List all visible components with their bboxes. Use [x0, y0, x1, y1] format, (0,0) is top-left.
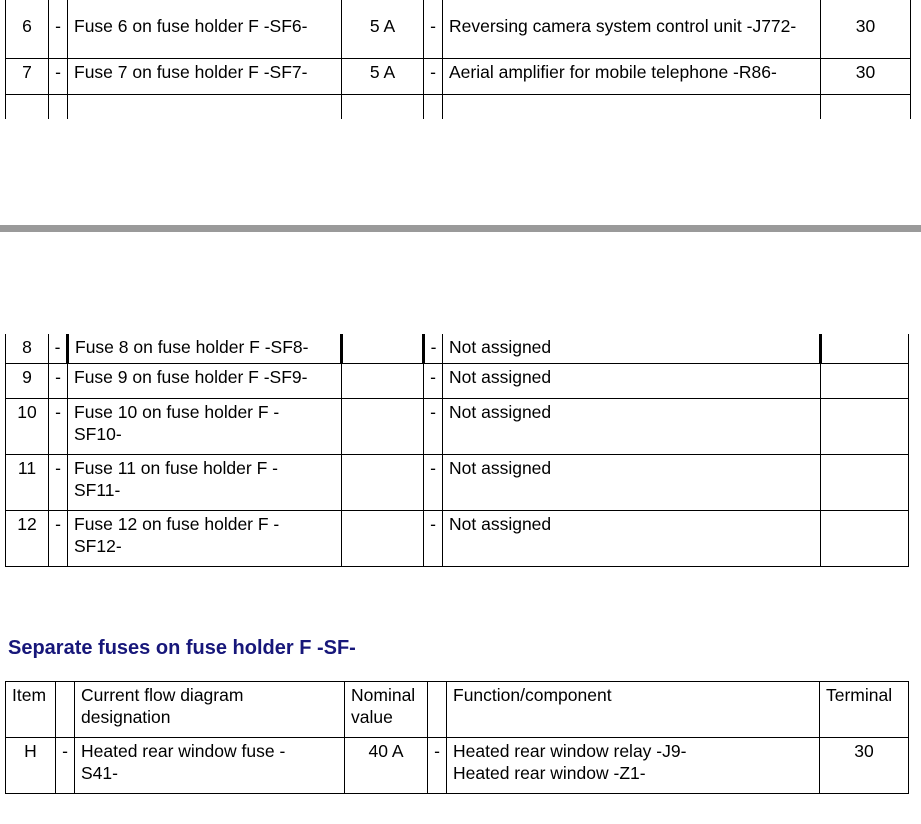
item-cell: 9: [6, 363, 49, 398]
terminal-cell: [821, 334, 909, 363]
terminal-cell: 30: [821, 0, 911, 59]
terminal-cell: 30: [821, 59, 911, 95]
nominal-cell: 40 A: [345, 738, 428, 794]
table-row: [6, 738, 909, 794]
table-row: [6, 59, 911, 95]
terminal-cell: [821, 398, 909, 454]
header-function: Function/component: [447, 682, 820, 738]
function-cell: Not assigned: [443, 454, 821, 510]
dash-cell: -: [428, 738, 447, 794]
function-cell: Not assigned: [443, 334, 821, 363]
nominal-cell: [342, 510, 424, 566]
table-row: [6, 334, 909, 363]
item-cell: 6: [6, 0, 49, 59]
table-row: [6, 454, 909, 510]
item-cell: 12: [6, 510, 49, 566]
function-cell: [447, 738, 820, 794]
item-cell: 11: [6, 454, 49, 510]
dash-cell: -: [49, 59, 68, 95]
nominal-cell: [342, 454, 424, 510]
header-dash: [56, 682, 75, 738]
dash-cell: -: [49, 0, 68, 59]
terminal-cell: [821, 454, 909, 510]
dash-cell: -: [424, 0, 443, 59]
function-cell: Not assigned: [443, 363, 821, 398]
dash-cell: -: [49, 510, 68, 566]
dash-cell: -: [424, 59, 443, 95]
table-row: [6, 363, 909, 398]
dash-cell: -: [49, 454, 68, 510]
function-cell: Not assigned: [443, 510, 821, 566]
dash-cell: -: [424, 398, 443, 454]
designation-cell: Fuse 12 on fuse holder F -SF12-: [68, 510, 342, 566]
dash-cell: -: [56, 738, 75, 794]
dash-cell: -: [424, 363, 443, 398]
dash-cell: -: [49, 334, 68, 363]
item-cell: H: [6, 738, 56, 794]
fuse-table-separate: [5, 681, 909, 794]
table-row-stub: [6, 95, 911, 120]
table-header-row: [6, 682, 909, 738]
nominal-cell: [342, 363, 424, 398]
dash-cell: -: [424, 334, 443, 363]
table-row: [6, 398, 909, 454]
function-cell: Reversing camera system control unit -J772-: [443, 0, 821, 59]
designation-cell: Fuse 8 on fuse holder F -SF8-: [68, 334, 342, 363]
header-item: Item: [6, 682, 56, 738]
fuse-table-top: [5, 0, 911, 119]
function-line: Heated rear window -Z1-: [453, 763, 646, 783]
designation-cell: Fuse 11 on fuse holder F -SF11-: [68, 454, 342, 510]
terminal-cell: [821, 510, 909, 566]
item-cell: 8: [6, 334, 49, 363]
fuse-table-mid: [5, 334, 909, 567]
nominal-cell: [342, 334, 424, 363]
header-dash: [428, 682, 447, 738]
table-row: [6, 0, 911, 59]
designation-cell: Fuse 7 on fuse holder F -SF7-: [68, 59, 342, 95]
dash-cell: -: [49, 398, 68, 454]
function-cell: Not assigned: [443, 398, 821, 454]
section-title: Separate fuses on fuse holder F -SF-: [8, 637, 356, 659]
header-designation: Current flow diagram designation: [75, 682, 345, 738]
designation-cell: Fuse 10 on fuse holder F -SF10-: [68, 398, 342, 454]
designation-cell: Fuse 9 on fuse holder F -SF9-: [68, 363, 342, 398]
terminal-cell: 30: [820, 738, 909, 794]
item-cell: 7: [6, 59, 49, 95]
header-nominal: Nominal value: [345, 682, 428, 738]
table-row: [6, 510, 909, 566]
function-line: Heated rear window relay -J9-: [453, 741, 687, 761]
nominal-cell: 5 A: [342, 59, 424, 95]
item-cell: 10: [6, 398, 49, 454]
page-separator: [0, 225, 921, 232]
dash-cell: -: [49, 363, 68, 398]
header-terminal: Terminal: [820, 682, 909, 738]
dash-cell: -: [424, 454, 443, 510]
nominal-cell: [342, 398, 424, 454]
dash-cell: -: [424, 510, 443, 566]
designation-cell: Fuse 6 on fuse holder F -SF6-: [68, 0, 342, 59]
nominal-cell: 5 A: [342, 0, 424, 59]
terminal-cell: [821, 363, 909, 398]
designation-cell: Heated rear window fuse -S41-: [75, 738, 345, 794]
function-cell: Aerial amplifier for mobile telephone -R86-: [443, 59, 821, 95]
